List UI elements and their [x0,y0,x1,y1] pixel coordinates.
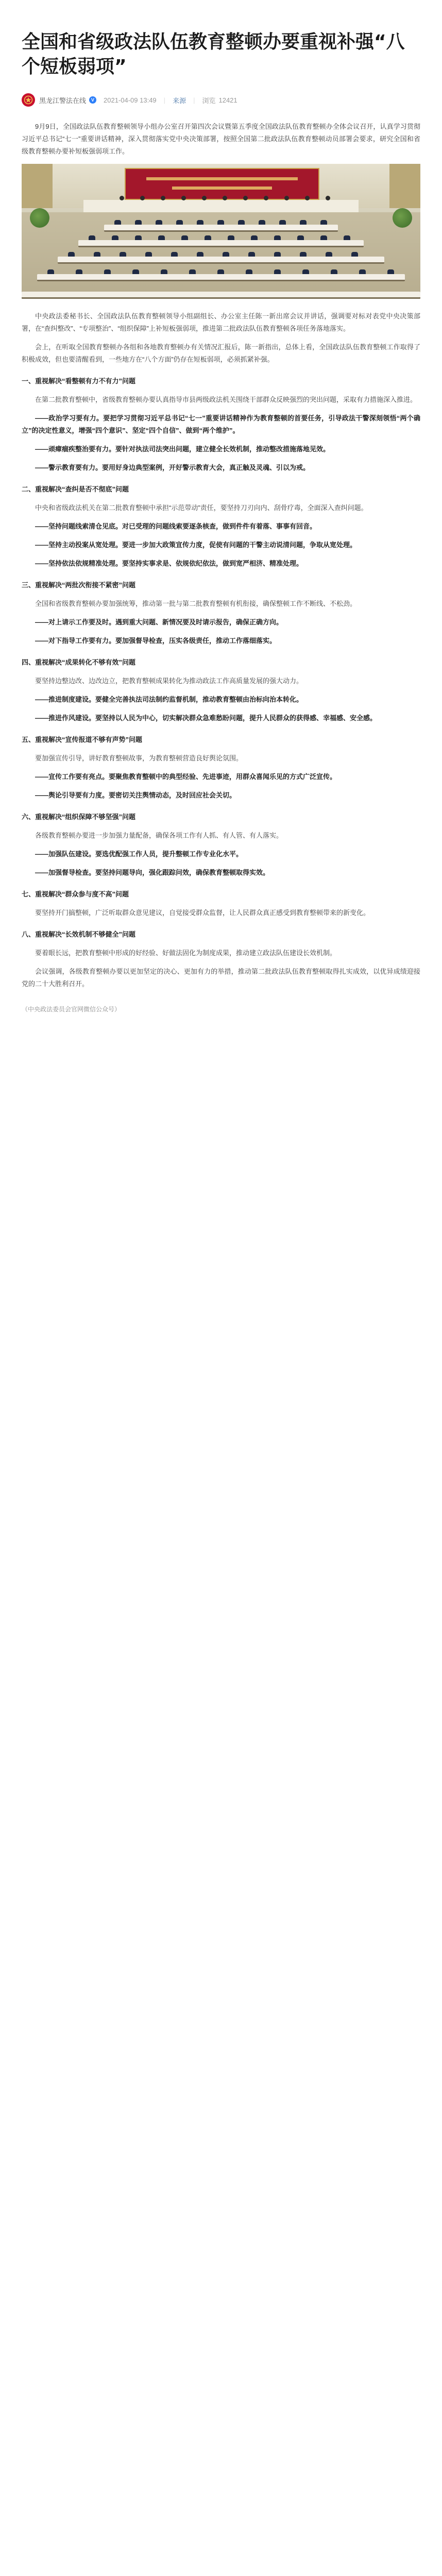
body-paragraph: 会议强调，各级教育整顿办要以更加坚定的决心、更加有力的举措，推动第二批政法队伍教育整顿取得扎实成效，以优异成绩迎接党的二十大胜利召开。 [22,968,420,988]
views-label: 浏览 [202,96,216,105]
section-heading: 八、重视解决“长效机制不够健全”问题 [22,930,136,938]
intro-paragraph: 9月9日，全国政法队伍教育整顿领导小组办公室召开第四次会议暨第五季度全国政法队伍教育整顿办全体会议召开，认真学习贯彻习近平总书记“七一”重要讲话精神，深入贯彻落实党中央决策部署，按照全国第二批政法队伍教育整顿动员部署会要求，研究全国和省级教育整顿办要补短板强弱项工作。 [22,123,420,155]
article-meta [22,90,420,110]
body-paragraph: ——坚持主动投案从宽处理。要进一步加大政策宣传力度，促使有问题的干警主动说清问题，争取从宽处理。 [35,541,357,549]
source-link[interactable]: 来源 [173,96,186,105]
body-paragraph: ——政治学习要有力。要把学习贯彻习近平总书记“七一”重要讲话精神作为教育整顿的首要任务，引导政法干警深刻领悟“两个确立”的决定性意义，增强“四个意识”、坚定“四个自信”、做到“两个维护”。 [22,414,420,434]
body-paragraph: 中央政法委秘书长、全国政法队伍教育整顿领导小组副组长、办公室主任陈一新出席会议并讲话，强调要对标对表党中央决策部署，在“查纠整改”、“专项整治”、“组织保障”上补短板强弱项，推进第二批政法队伍教育整顿各项任务落地落实。 [22,312,420,332]
body-paragraph: 在第二批教育整顿中，省级教育整顿办要认真指导市县两级政法机关围绕干部群众反映强烈的突出问题，采取有力措施深入推进。 [35,396,417,403]
section-heading: 六、重视解决“组织保障不够坚强”问题 [22,813,136,821]
body-paragraph: ——警示教育要有力。要用好身边典型案例，开好警示教育大会，真正触及灵魂、引以为戒。 [35,464,310,471]
author-name[interactable]: 黑龙江警法在线 [39,96,87,105]
verified-v-icon: V [89,96,96,104]
body-paragraph: 会上，在听取全国教育整顿办各组和各地教育整顿办有关情况汇报后，陈一新指出，总体上看，全国政法队伍教育整顿工作取得了积极成效，但也要清醒看到，一些地方在“八个方面”仍存在短板弱项，必须抓紧补强。 [22,343,420,363]
publish-date: 2021-04-09 13:49 [104,96,157,104]
section-heading: 三、重视解决“两批次衔接不紧密”问题 [22,581,136,589]
body-paragraph: ——宣传工作要有亮点。要聚焦教育整顿中的典型经验、先进事迹，用群众喜闻乐见的方式广泛宣传。 [35,773,337,781]
meeting-backdrop [125,168,319,200]
body-paragraph: ——顽瘴痼疾整治要有力。要针对执法司法突出问题，建立健全长效机制，推动整改措施落地见效。 [35,445,330,453]
article-body [22,121,420,1015]
body-paragraph: ——对上请示工作要及时。遇到重大问题、新情况要及时请示报告，确保正确方向。 [35,618,283,626]
body-paragraph: ——坚持问题线索清仓见底。对已受理的问题线索要逐条核查，做到件件有着落、事事有回音。 [35,522,317,530]
views-count: 12421 [218,96,237,104]
body-paragraph: ——推进制度建设。要健全完善执法司法制约监督机制，推动教育整顿由治标向治本转化。 [35,696,303,703]
police-badge-icon[interactable] [22,93,35,107]
section-heading: 七、重视解决“群众参与度不高”问题 [22,890,129,898]
body-paragraph: ——坚持依法依规精准处理。要坚持实事求是、依规依纪依法，做到宽严相济、精准处理。 [35,560,303,567]
body-paragraph: ——对下指导工作要有力。要加强督导检查，压实各级责任，推动工作落细落实。 [35,637,277,645]
meta-divider: | [163,96,166,104]
meta-divider: | [193,96,195,104]
article-title: 全国和省级政法队伍教育整顿办要重视补强“八个短板弱项” [22,31,405,77]
body-paragraph: ——加强队伍建设。要选优配强工作人员，提升整顿工作专业化水平。 [35,850,243,858]
source-footer: （中央政法委员会官网微信公众号） [22,1006,121,1013]
body-paragraph: 要加强宣传引导，讲好教育整顿故事，为教育整顿营造良好舆论氛围。 [35,754,243,762]
body-paragraph: 各级教育整顿办要进一步加强力量配备，确保各项工作有人抓、有人管、有人落实。 [35,832,283,839]
meeting-photo [22,164,420,299]
body-paragraph: 要坚持开门搞整顿，广泛听取群众意见建议，自觉接受群众监督，让人民群众真正感受到教育整顿带来的新变化。 [35,909,370,917]
section-heading: 二、重视解决“查纠是否不彻底”问题 [22,485,129,493]
body-paragraph: ——舆论引导要有力度。要密切关注舆情动态，及时回应社会关切。 [35,791,236,799]
section-heading: 五、重视解决“宣传报道不够有声势”问题 [22,736,143,743]
body-paragraph: ——加强督导检查。要坚持问题导向，强化跟踪问效，确保教育整顿取得实效。 [35,869,270,876]
body-paragraph: ——推进作风建设。要坚持以人民为中心，切实解决群众急难愁盼问题，提升人民群众的获得感、幸福感、安全感。 [35,714,377,722]
body-paragraph: 要坚持边整边改、边改边立，把教育整顿成果转化为推动政法工作高质量发展的强大动力。 [35,677,303,685]
body-paragraph: 中央和省级政法机关在第二批教育整顿中承担“示范带动”责任，要坚持刀刃向内、刮骨疗毒，全面深入查纠问题。 [35,504,368,512]
section-heading: 一、重视解决“看整顿有力不有力”问题 [22,377,136,385]
section-heading: 四、重视解决“成果转化不够有效”问题 [22,658,136,666]
body-paragraph: 全国和省级教育整顿办要加强统筹，推动第一批与第二批教育整顿有机衔接，确保整顿工作不断线、不松劲。 [35,600,357,607]
presidium-table [83,200,359,214]
body-paragraph: 要着眼长远，把教育整顿中形成的好经验、好做法固化为制度成果，推动建立政法队伍建设长效机制。 [35,949,337,957]
